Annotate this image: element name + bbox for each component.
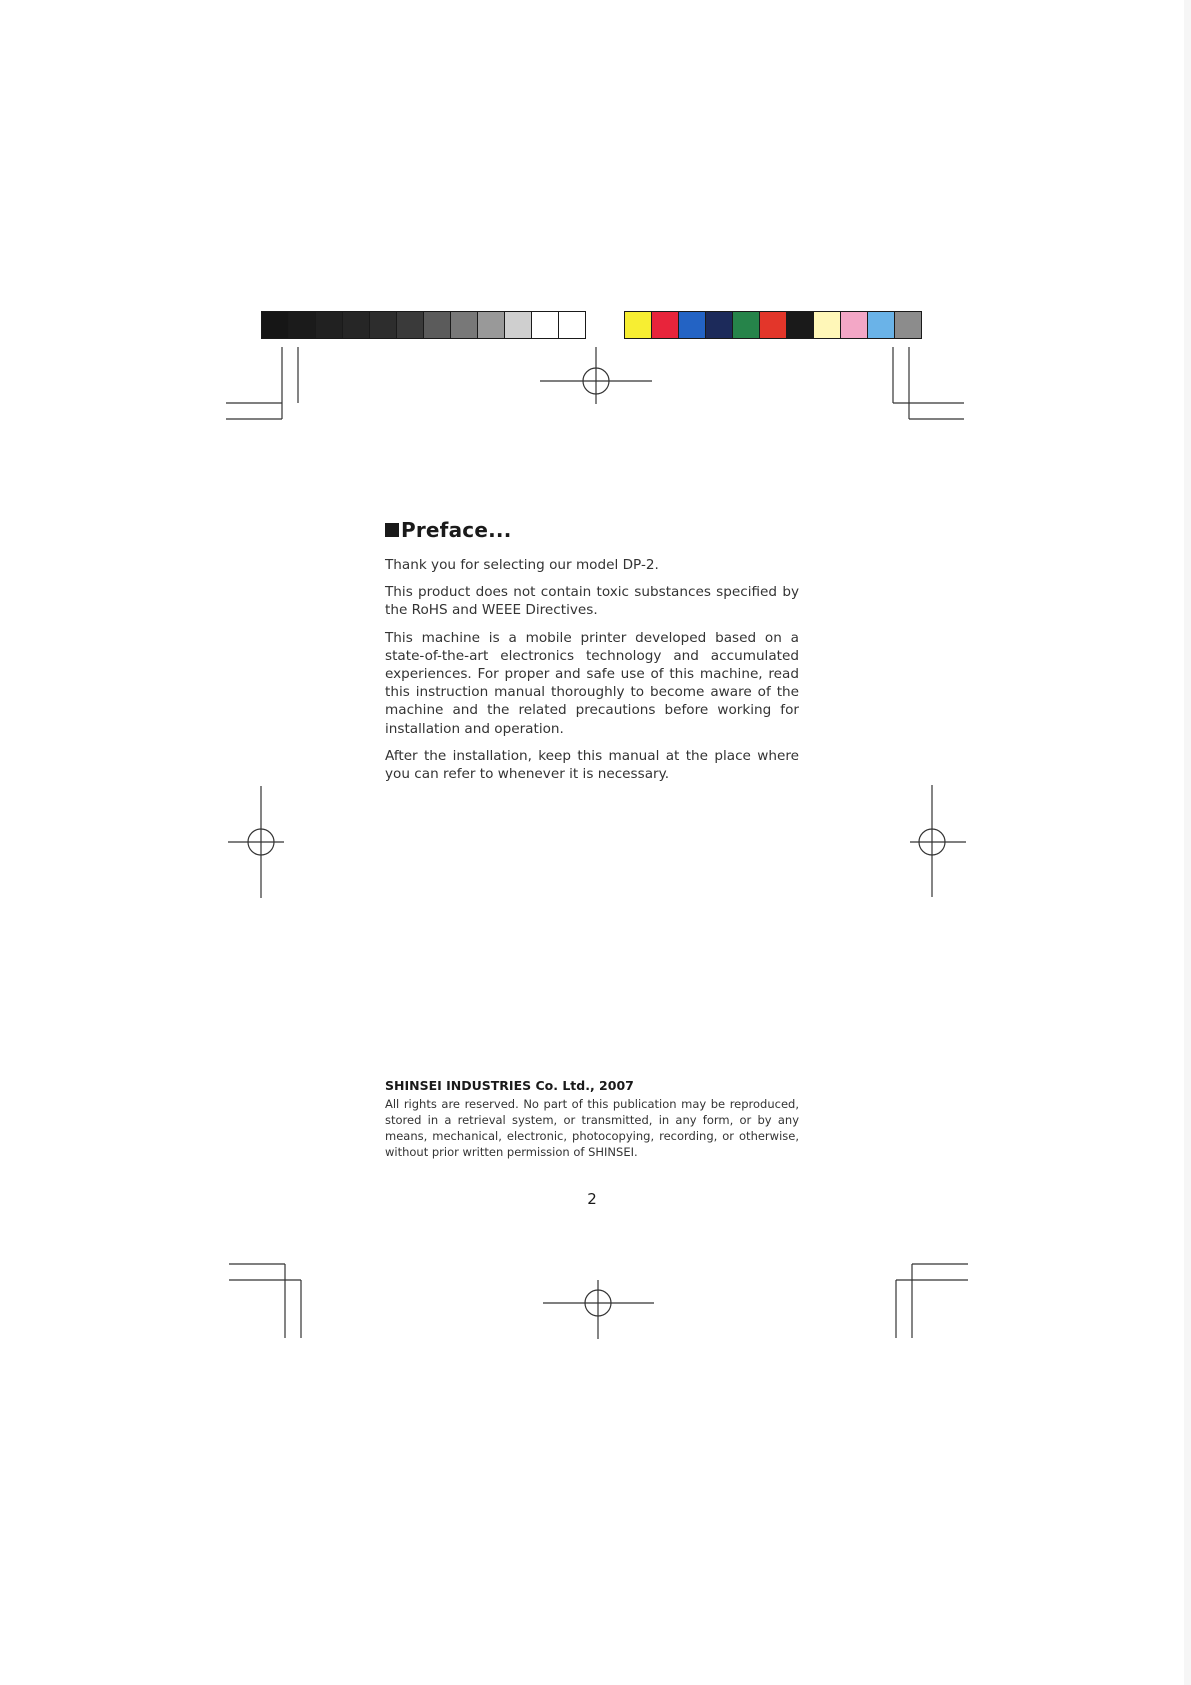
preface-paragraph: After the installation, keep this manual at the place where you can refer to whenever it is necessary. [385, 747, 799, 783]
register-mark-bottom-center [543, 1280, 654, 1339]
page-number: 2 [587, 1190, 597, 1208]
crop-mark-top-right [893, 347, 964, 419]
crop-mark-top-left [226, 347, 298, 419]
square-bullet-icon [385, 523, 399, 537]
preface-paragraph: This product does not contain toxic substances specified by the RoHS and WEEE Directives. [385, 584, 799, 619]
register-mark-top-center [540, 347, 652, 404]
crop-mark-bottom-left [229, 1264, 301, 1338]
copyright-notice: All rights are reserved. No part of this publication may be reproduced, stored in a retrieval system, or transmitted, in any form, or by any means, mechanical, electronic, photocopying, recording, or otherwise, without prior written permission of SHINSEI. [385, 1097, 799, 1159]
copyright-block [385, 1078, 799, 1160]
preface-section [385, 518, 799, 792]
register-mark-left-middle [228, 786, 284, 898]
crop-mark-bottom-right [896, 1264, 968, 1338]
register-mark-right-middle [910, 785, 966, 897]
preface-heading [385, 518, 799, 542]
copyright-company: SHINSEI INDUSTRIES Co. Ltd., 2007 [385, 1078, 634, 1093]
preface-title: Preface... [401, 518, 512, 542]
preface-paragraph: Thank you for selecting our model DP-2. [385, 557, 659, 573]
preface-paragraph: This machine is a mobile printer developed based on a state-of-the-art electronics technology and accumulated experiences. For proper and safe use of this machine, read this instruction manual thoroughly to become aware of the machine and the related precautions before working for installation and operation. [385, 629, 799, 737]
